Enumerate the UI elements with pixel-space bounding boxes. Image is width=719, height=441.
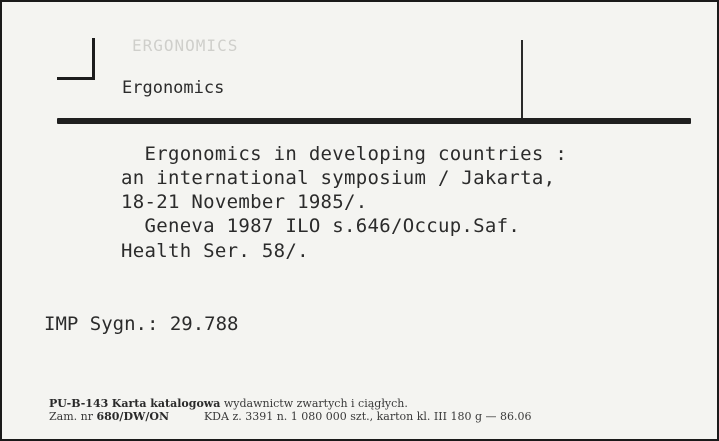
body-line-3: 18-21 November 1985/. — [121, 191, 368, 213]
heavy-rule — [57, 118, 691, 124]
corner-mark-vertical — [92, 38, 95, 80]
footer-order-number: 680/DW/ON — [96, 410, 169, 423]
faded-stamp-text: ERGONOMICS — [132, 36, 239, 55]
card-heading: Ergonomics — [122, 78, 225, 98]
body-line-1: Ergonomics in developing countries : — [121, 143, 568, 165]
corner-mark-horizontal — [57, 77, 95, 80]
footer-code: PU-B-143 — [49, 397, 109, 410]
footer-print-info: KDA z. 3391 n. 1 080 000 szt., karton kl. III 180 g — 86.06 — [203, 410, 532, 423]
call-number: IMP Sygn.: 29.788 — [44, 313, 239, 335]
vertical-divider — [521, 40, 523, 118]
footer-order-label: Zam. nr — [49, 410, 93, 423]
body-line-2: an international symposium / Jakarta, — [121, 167, 556, 189]
body-line-5: Health Ser. 58/. — [121, 240, 309, 262]
footer-line-2 — [49, 410, 531, 423]
footer-description: wydawnictw zwartych i ciągłych. — [223, 397, 408, 410]
footer-line-1 — [49, 397, 408, 410]
catalog-card — [2, 2, 717, 439]
footer-card-type: Karta katalogowa — [111, 397, 221, 410]
body-line-4: Geneva 1987 ILO s.646/Occup.Saf. — [121, 215, 521, 237]
